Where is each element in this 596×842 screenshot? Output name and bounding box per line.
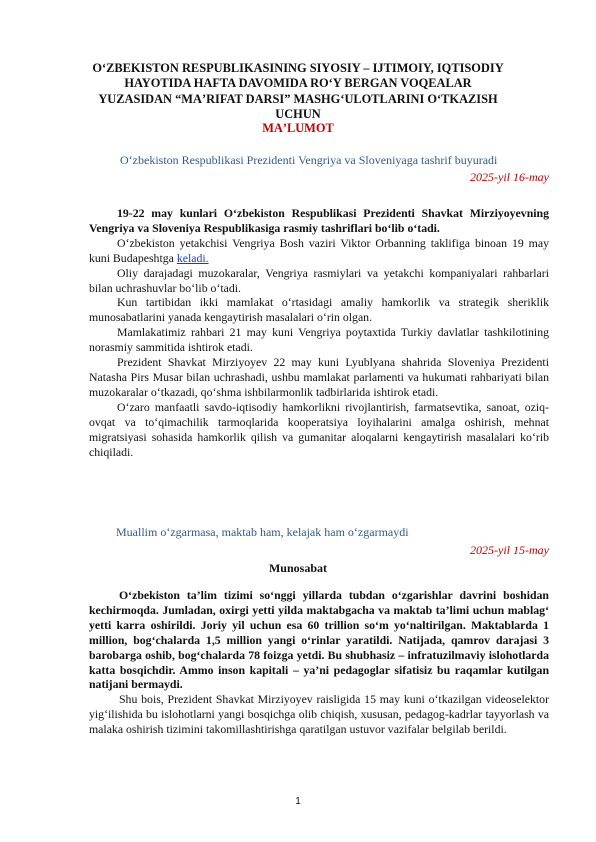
document-subtitle: MAʼLUMOT (262, 121, 334, 135)
title-line-3: YUZASIDAN “MAʼRIFAT DARSI” MASHGʻULOTLARINI OʻTKAZISH (98, 91, 498, 106)
keladi-link[interactable]: keladi. (176, 250, 209, 265)
section2-label: Munosabat (268, 561, 327, 575)
page-number: 1 (295, 796, 301, 807)
section2-paragraph-1: Shu bois, Prezident Shavkat Mirziyoyev raisligida 15 may kuni o‘tkazilgan videoselektor yig‘ilishida bu islohotlarni yangi bosqichga olib chiqish, xususan, pedagog-kadrlar tayyorlash va malaka oshirish tizimini takomillashtirishga qaratilgan ustuvor vazifalar belgilab berildi. (89, 692, 549, 737)
section2-heading: Muallim o‘zgarmasa, maktab ham, kelajak ham o‘zgarmaydi (116, 525, 409, 539)
section1-paragraph-1 (89, 236, 549, 266)
section1-paragraph-3: Kun tartibidan ikki mamlakat o‘rtasidagi amaliy hamkorlik va strategik sheriklik munosabatlarini yanada kengaytirish masalalari o‘rin olgan. (89, 295, 549, 325)
title-line-4: UCHUN (275, 106, 321, 121)
section1-paragraph-6: O‘zaro manfaatli savdo-iqtisodiy hamkorlikni rivojlantirish, farmatsevtika, sanoat, oziq-ovqat va to‘qimachilik tarmoqlarida kooperatsiya loyihalarini amalga oshirish, mehnat migratsiyasi sohasida hamkorlik qilish va gumanitar aloqalarni kengaytirish masalalari ko‘rib chiqiladi. (89, 399, 549, 459)
section2-body (89, 588, 549, 737)
title-line-1: O‘ZBEKISTON RESPUBLIKASINING SIYOSIY – IJTIMOIY, IQTISODIY (92, 61, 504, 75)
section1-lead: 19-22 may kunlari O‘zbekiston Respublikasi Prezidenti Shavkat Mirziyoyevning Vengriya va Sloveniya Respublikasiga rasmiy tashriflari bo‘lib o‘tadi. (89, 206, 549, 235)
section1-paragraph-1-text: O‘zbekiston yetakchisi Vengriya Bosh vaziri Viktor Orbanning taklifiga binoan 19 may kuni Budapeshtga (89, 235, 549, 265)
section1-heading: O‘zbekiston Respublikasi Prezidenti Vengriya va Sloveniyaga tashrif buyuradi (120, 153, 498, 167)
section1-paragraph-4: Mamlakatimiz rahbari 21 may kuni Vengriya poytaxtida Turkiy davlatlar tashkilotining norasmiy sammitida ishtirok etadi. (89, 325, 549, 355)
title-line-2: HAYOTIDA HAFTA DAVOMIDA ROʻY BERGAN VOQEALAR (124, 76, 472, 91)
section1-body (89, 206, 549, 459)
document-title (78, 61, 518, 122)
section1-paragraph-5: Prezident Shavkat Mirziyoyev 22 may kuni Lyublyana shahrida Sloveniya Prezidenti Natasha Pirs Musar bilan uchrashadi, ushbu mamlakat parlamenti va hukumati rahbariyati bilan muzokaralar o‘tkazadi, qo‘shma ishbilarmonlik tadbirlarida ishtirok etadi. (89, 355, 549, 399)
section1-paragraph-2: Oliy darajadagi muzokaralar, Vengriya rasmiylari va yetakchi kompaniyalari rahbarlari bilan uchrashuvlar bo‘lib o‘tadi. (89, 265, 549, 295)
section2-lead: O‘zbekiston ta’lim tizimi so‘nggi yillarda tubdan o‘zgarishlar davrini boshidan kechirmoqda. Jumladan, oxirgi yetti yilda maktabgacha va maktab ta’limi uchun mablag‘ yetti karra oshirildi. Joriy yil uchun esa 60 trillion so‘m yo‘naltirilgan. Maktablarda 1 million, bog‘chalarda 1,5 million yangi o‘rinlar yaratildi. Natijada, qamrov darajasi 3 barobarga oshib, bog‘chalarda 78 foizga yetdi. Bu shubhasiz – infratuzilmaviy islohotlarda katta bosqichdir. Ammo inson kapitali – ya’ni pedagoglar sifatisiz bu raqamlar kutilgan natijani bermaydi. (89, 588, 549, 692)
section1-date: 2025-yil 16-may (470, 170, 549, 184)
section2-date: 2025-yil 15-may (470, 543, 549, 557)
